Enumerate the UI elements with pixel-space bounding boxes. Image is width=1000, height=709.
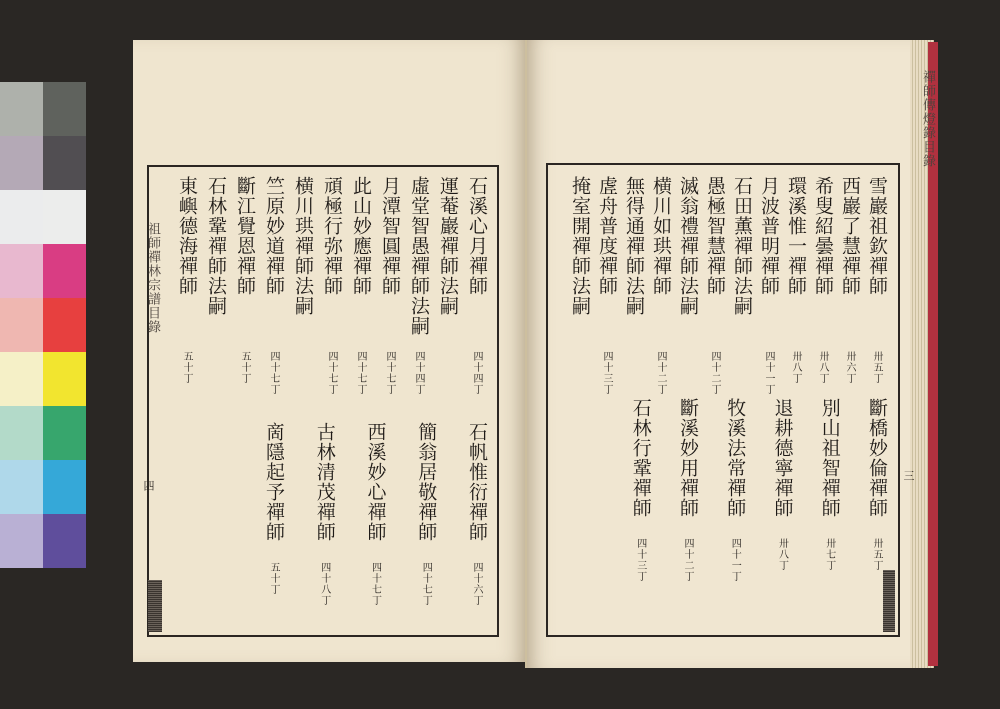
entry-page: 四十七丁 — [369, 562, 381, 606]
entry-page: 四十七丁 — [384, 351, 395, 395]
color-checker — [0, 82, 86, 570]
checker-swatch — [43, 352, 86, 406]
left-folio: 四 — [142, 480, 155, 492]
checker-swatch — [43, 244, 86, 298]
entry-name: 西巖了慧禪師 — [839, 176, 861, 296]
entry-page: 四十七丁 — [355, 351, 366, 395]
checker-swatch — [43, 298, 86, 352]
checker-swatch — [0, 406, 43, 460]
entry-page: 四十三丁 — [601, 351, 612, 395]
entry-name: 西溪妙心禪師 — [364, 422, 387, 542]
entry-page: 卅八丁 — [790, 351, 801, 384]
entry-name: 無得通禪師法嗣 — [623, 176, 645, 316]
entry-page: 四十七丁 — [268, 351, 279, 395]
checker-swatch — [0, 298, 43, 352]
entry-page: 四十八丁 — [318, 562, 330, 606]
checker-swatch — [43, 460, 86, 514]
entry-name: 石林鞏禪師法嗣 — [205, 176, 227, 316]
left-margin-title: 祖師禪林宗譜目錄 — [145, 222, 160, 334]
right-margin-title: 禪師傳燈錄目錄 — [920, 70, 935, 168]
checker-swatch — [43, 514, 86, 568]
ink-block-left — [148, 580, 162, 632]
entry-page: 四十一丁 — [729, 538, 741, 582]
entry-page: 卅五丁 — [871, 538, 882, 571]
checker-swatch — [0, 82, 43, 136]
checker-swatch — [43, 190, 86, 244]
checker-swatch — [0, 244, 43, 298]
entry-name: 横川珙禪師法嗣 — [292, 176, 314, 316]
entry-page: 卅八丁 — [817, 351, 828, 384]
checker-swatch — [43, 82, 86, 136]
entry-page: 四十二丁 — [655, 351, 666, 395]
entry-page: 四十二丁 — [709, 351, 720, 395]
entry-page: 卅八丁 — [776, 538, 788, 571]
entry-name: 石帆惟衍禪師 — [466, 422, 488, 542]
entry-page: 卅七丁 — [823, 538, 835, 571]
entry-name: 虗舟普度禪師 — [596, 176, 618, 296]
entry-name: 石溪心月禪師 — [466, 176, 488, 296]
entry-page: 四十三丁 — [634, 538, 646, 582]
checker-swatch — [0, 136, 43, 190]
gutter-fold — [525, 40, 527, 668]
entry-page: 卅六丁 — [844, 351, 855, 384]
entry-name: 退耕德寧禪師 — [771, 398, 794, 518]
entry-name: 啇隱起予禪師 — [263, 422, 285, 542]
checker-swatch — [0, 352, 43, 406]
entry-name: 横川如珙禪師 — [650, 176, 672, 296]
entry-name: 希叟紹曇禪師 — [812, 176, 834, 296]
entry-page: 卅五丁 — [871, 351, 882, 384]
entry-name: 虛堂智愚禪師法嗣 — [408, 176, 430, 336]
entry-name: 石林行鞏禪師 — [629, 398, 652, 518]
entry-name: 月波普明禪師 — [758, 176, 780, 296]
entry-name: 滅翁禮禪師法嗣 — [677, 176, 699, 316]
entry-name: 環溪惟一禪師 — [785, 176, 807, 296]
entry-page: 四十四丁 — [413, 351, 424, 395]
entry-page: 四十二丁 — [682, 538, 693, 582]
right-folio: 三 — [902, 470, 915, 482]
entry-page: 四十一丁 — [763, 351, 774, 395]
entry-page: 四十六丁 — [471, 562, 482, 606]
entry-name: 掩室開禪師法嗣 — [569, 176, 591, 316]
entry-page: 四十四丁 — [471, 351, 482, 395]
entry-name: 雪巖祖欽禪師 — [866, 176, 888, 296]
checker-swatch — [0, 514, 43, 568]
entry-name: 愚極智慧禪師 — [704, 176, 726, 296]
entry-name: 頑極行弥禪師 — [321, 176, 343, 296]
entry-name: 別山祖智禪師 — [818, 398, 841, 518]
entry-name: 石田薫禪師法嗣 — [731, 176, 753, 316]
entry-name: 牧溪法常禪師 — [724, 398, 747, 518]
entry-name: 斷橋妙倫禪師 — [866, 398, 888, 518]
entry-page: 五十丁 — [239, 351, 250, 384]
checker-swatch — [43, 136, 86, 190]
entry-name: 月潭智圓禪師 — [379, 176, 401, 296]
ink-block-right — [883, 570, 895, 632]
entry-name: 此山妙應禪師 — [350, 176, 372, 296]
entry-page: 五十丁 — [268, 562, 279, 595]
entry-name: 運菴巖禪師法嗣 — [437, 176, 459, 316]
checker-swatch — [0, 190, 43, 244]
entry-page: 五十丁 — [181, 351, 192, 384]
checker-swatch — [43, 406, 86, 460]
entry-page: 四十七丁 — [420, 562, 432, 606]
entry-name: 古林清茂禪師 — [313, 422, 336, 542]
entry-name: 東嶼德海禪師 — [176, 176, 198, 296]
entry-page: 四十七丁 — [326, 351, 337, 395]
checker-swatch — [0, 460, 43, 514]
entry-name: 竺原妙道禪師 — [263, 176, 285, 296]
entry-name: 斷溪妙用禪師 — [677, 398, 699, 518]
entry-name: 斷江覺恩禪師 — [234, 176, 256, 296]
entry-name: 簡翁居敬禪師 — [415, 422, 438, 542]
